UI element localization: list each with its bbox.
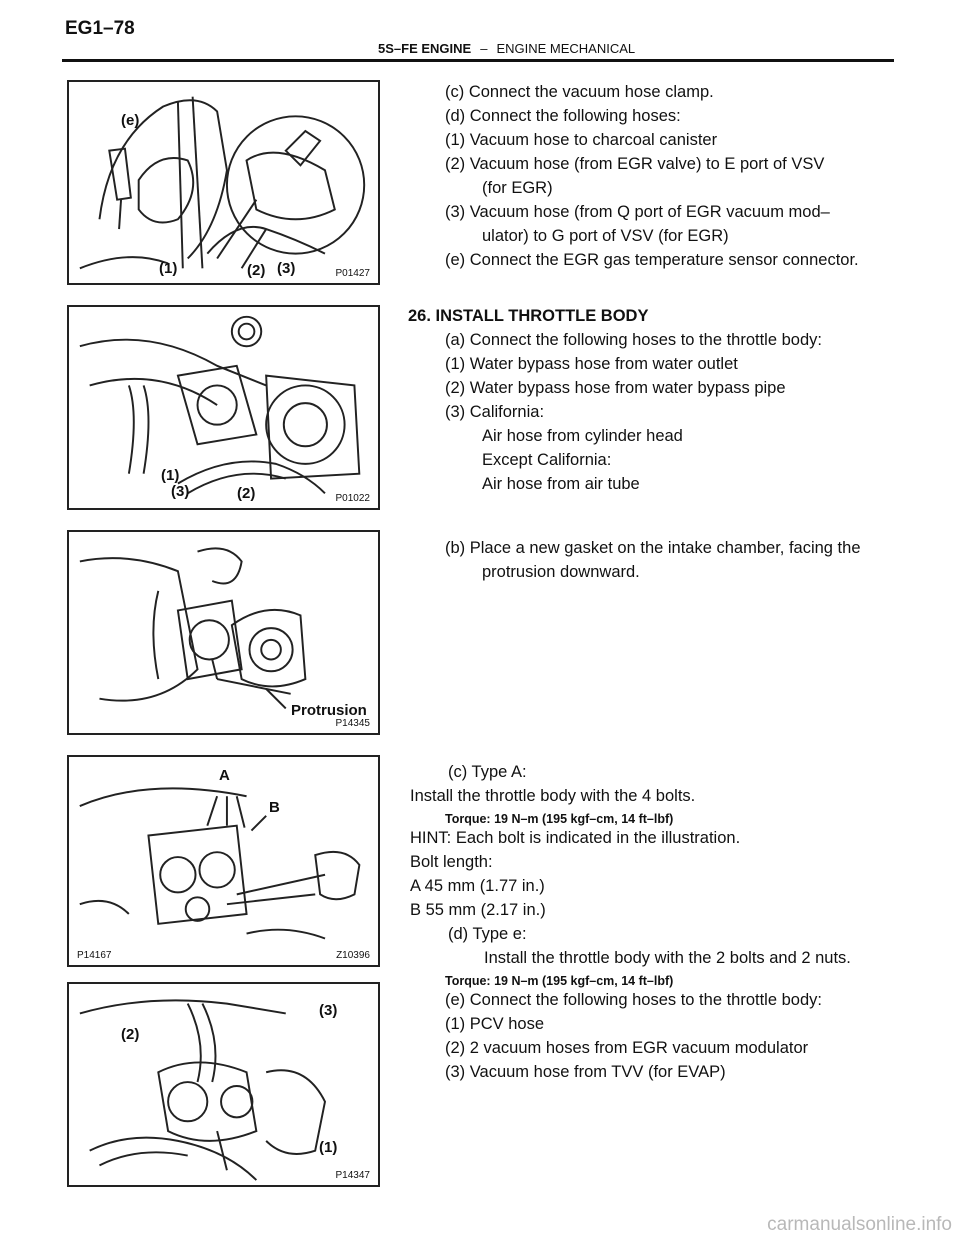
section-name: ENGINE MECHANICAL — [496, 41, 636, 56]
illustration-egr-hoses — [69, 82, 378, 283]
step-25d: (d) Connect the following hoses: — [445, 107, 681, 125]
step-26e: (e) Connect the following hoses to the throttle body: — [445, 991, 822, 1009]
illustration-throttle-hoses — [69, 307, 378, 508]
step-26a2: (2) Water bypass hose from water bypass pipe — [445, 379, 786, 397]
step-26a3: (3) California: — [445, 403, 545, 421]
bolt-a-length: A 45 mm (1.77 in.) — [410, 877, 545, 895]
torque-spec-1: Torque: 19 N–m (195 kgf–cm, 14 ft–lbf) — [445, 812, 674, 826]
figure-egr-hoses — [67, 80, 380, 285]
step-25d2: (2) Vacuum hose (from EGR valve) to E port of VSV — [445, 155, 825, 173]
title-separator: – — [480, 41, 488, 56]
figure-pcv-hoses — [67, 982, 380, 1187]
step-26a3-except-hose: Air hose from air tube — [482, 475, 640, 493]
step-26c-instruction: Install the throttle body with the 4 bolts. — [410, 787, 696, 805]
callout-1: (1) — [319, 1139, 338, 1156]
callout-bolt-b: B — [269, 799, 280, 816]
callout-1: (1) — [161, 467, 180, 484]
header-rule — [62, 59, 894, 62]
step-26d: (d) Type e: — [448, 925, 527, 943]
step-25c: (c) Connect the vacuum hose clamp. — [445, 83, 714, 101]
step-26-title: 26. INSTALL THROTTLE BODY — [408, 307, 649, 325]
step-26a3-except: Except California: — [482, 451, 612, 469]
engine-name: 5S–FE ENGINE — [378, 41, 472, 56]
illustration-bolts — [69, 757, 378, 965]
step-25e: (e) Connect the EGR gas temperature sensor connector. — [445, 251, 859, 269]
bolt-length-label: Bolt length: — [410, 853, 493, 871]
step-26b-cont: protrusion downward. — [482, 563, 640, 581]
step-25d3-cont: ulator) to G port of VSV (for EGR) — [482, 227, 729, 245]
callout-3: (3) — [319, 1002, 338, 1019]
figure-code: P01427 — [335, 268, 370, 279]
figure-code-secondary: P14167 — [77, 950, 112, 961]
callout-2: (2) — [247, 262, 266, 279]
step-25d1: (1) Vacuum hose to charcoal canister — [445, 131, 718, 149]
callout-3: (3) — [277, 260, 296, 277]
figure-code: P14347 — [335, 1170, 370, 1181]
step-26e3: (3) Vacuum hose from TVV (for EVAP) — [445, 1063, 726, 1081]
page-code: EG1–78 — [65, 18, 135, 39]
step-26d-instruction: Install the throttle body with the 2 bolts and 2 nuts. — [484, 949, 851, 967]
figure-throttle-hoses — [67, 305, 380, 510]
figure-code: Z10396 — [336, 950, 370, 961]
callout-bolt-a: A — [219, 767, 230, 784]
step-25d3: (3) Vacuum hose (from Q port of EGR vacuum mod– — [445, 203, 830, 221]
callout-3: (3) — [171, 483, 190, 500]
step-26a: (a) Connect the following hoses to the throttle body: — [445, 331, 822, 349]
step-26c: (c) Type A: — [448, 763, 527, 781]
watermark-text: carmanualsonline.info — [767, 1214, 952, 1235]
callout-2: (2) — [237, 485, 256, 502]
hint-text: HINT: Each bolt is indicated in the illustration. — [410, 829, 741, 847]
step-26b: (b) Place a new gasket on the intake chamber, facing the — [445, 539, 861, 557]
figure-gasket — [67, 530, 380, 735]
callout-protrusion: Protrusion — [291, 702, 367, 719]
torque-spec-2: Torque: 19 N–m (195 kgf–cm, 14 ft–lbf) — [445, 974, 674, 988]
figure-code: P14345 — [335, 718, 370, 729]
callout-e: (e) — [121, 112, 140, 129]
step-26e2: (2) 2 vacuum hoses from EGR vacuum modulator — [445, 1039, 809, 1057]
bolt-b-length: B 55 mm (2.17 in.) — [410, 901, 546, 919]
step-26a3-california: Air hose from cylinder head — [482, 427, 683, 445]
step-25d2-cont: (for EGR) — [482, 179, 553, 197]
callout-1: (1) — [159, 260, 178, 277]
section-title — [378, 41, 635, 56]
figure-bolts — [67, 755, 380, 967]
step-26a1: (1) Water bypass hose from water outlet — [445, 355, 738, 373]
callout-2: (2) — [121, 1026, 140, 1043]
step-26e1: (1) PCV hose — [445, 1015, 545, 1033]
figure-code: P01022 — [335, 493, 370, 504]
